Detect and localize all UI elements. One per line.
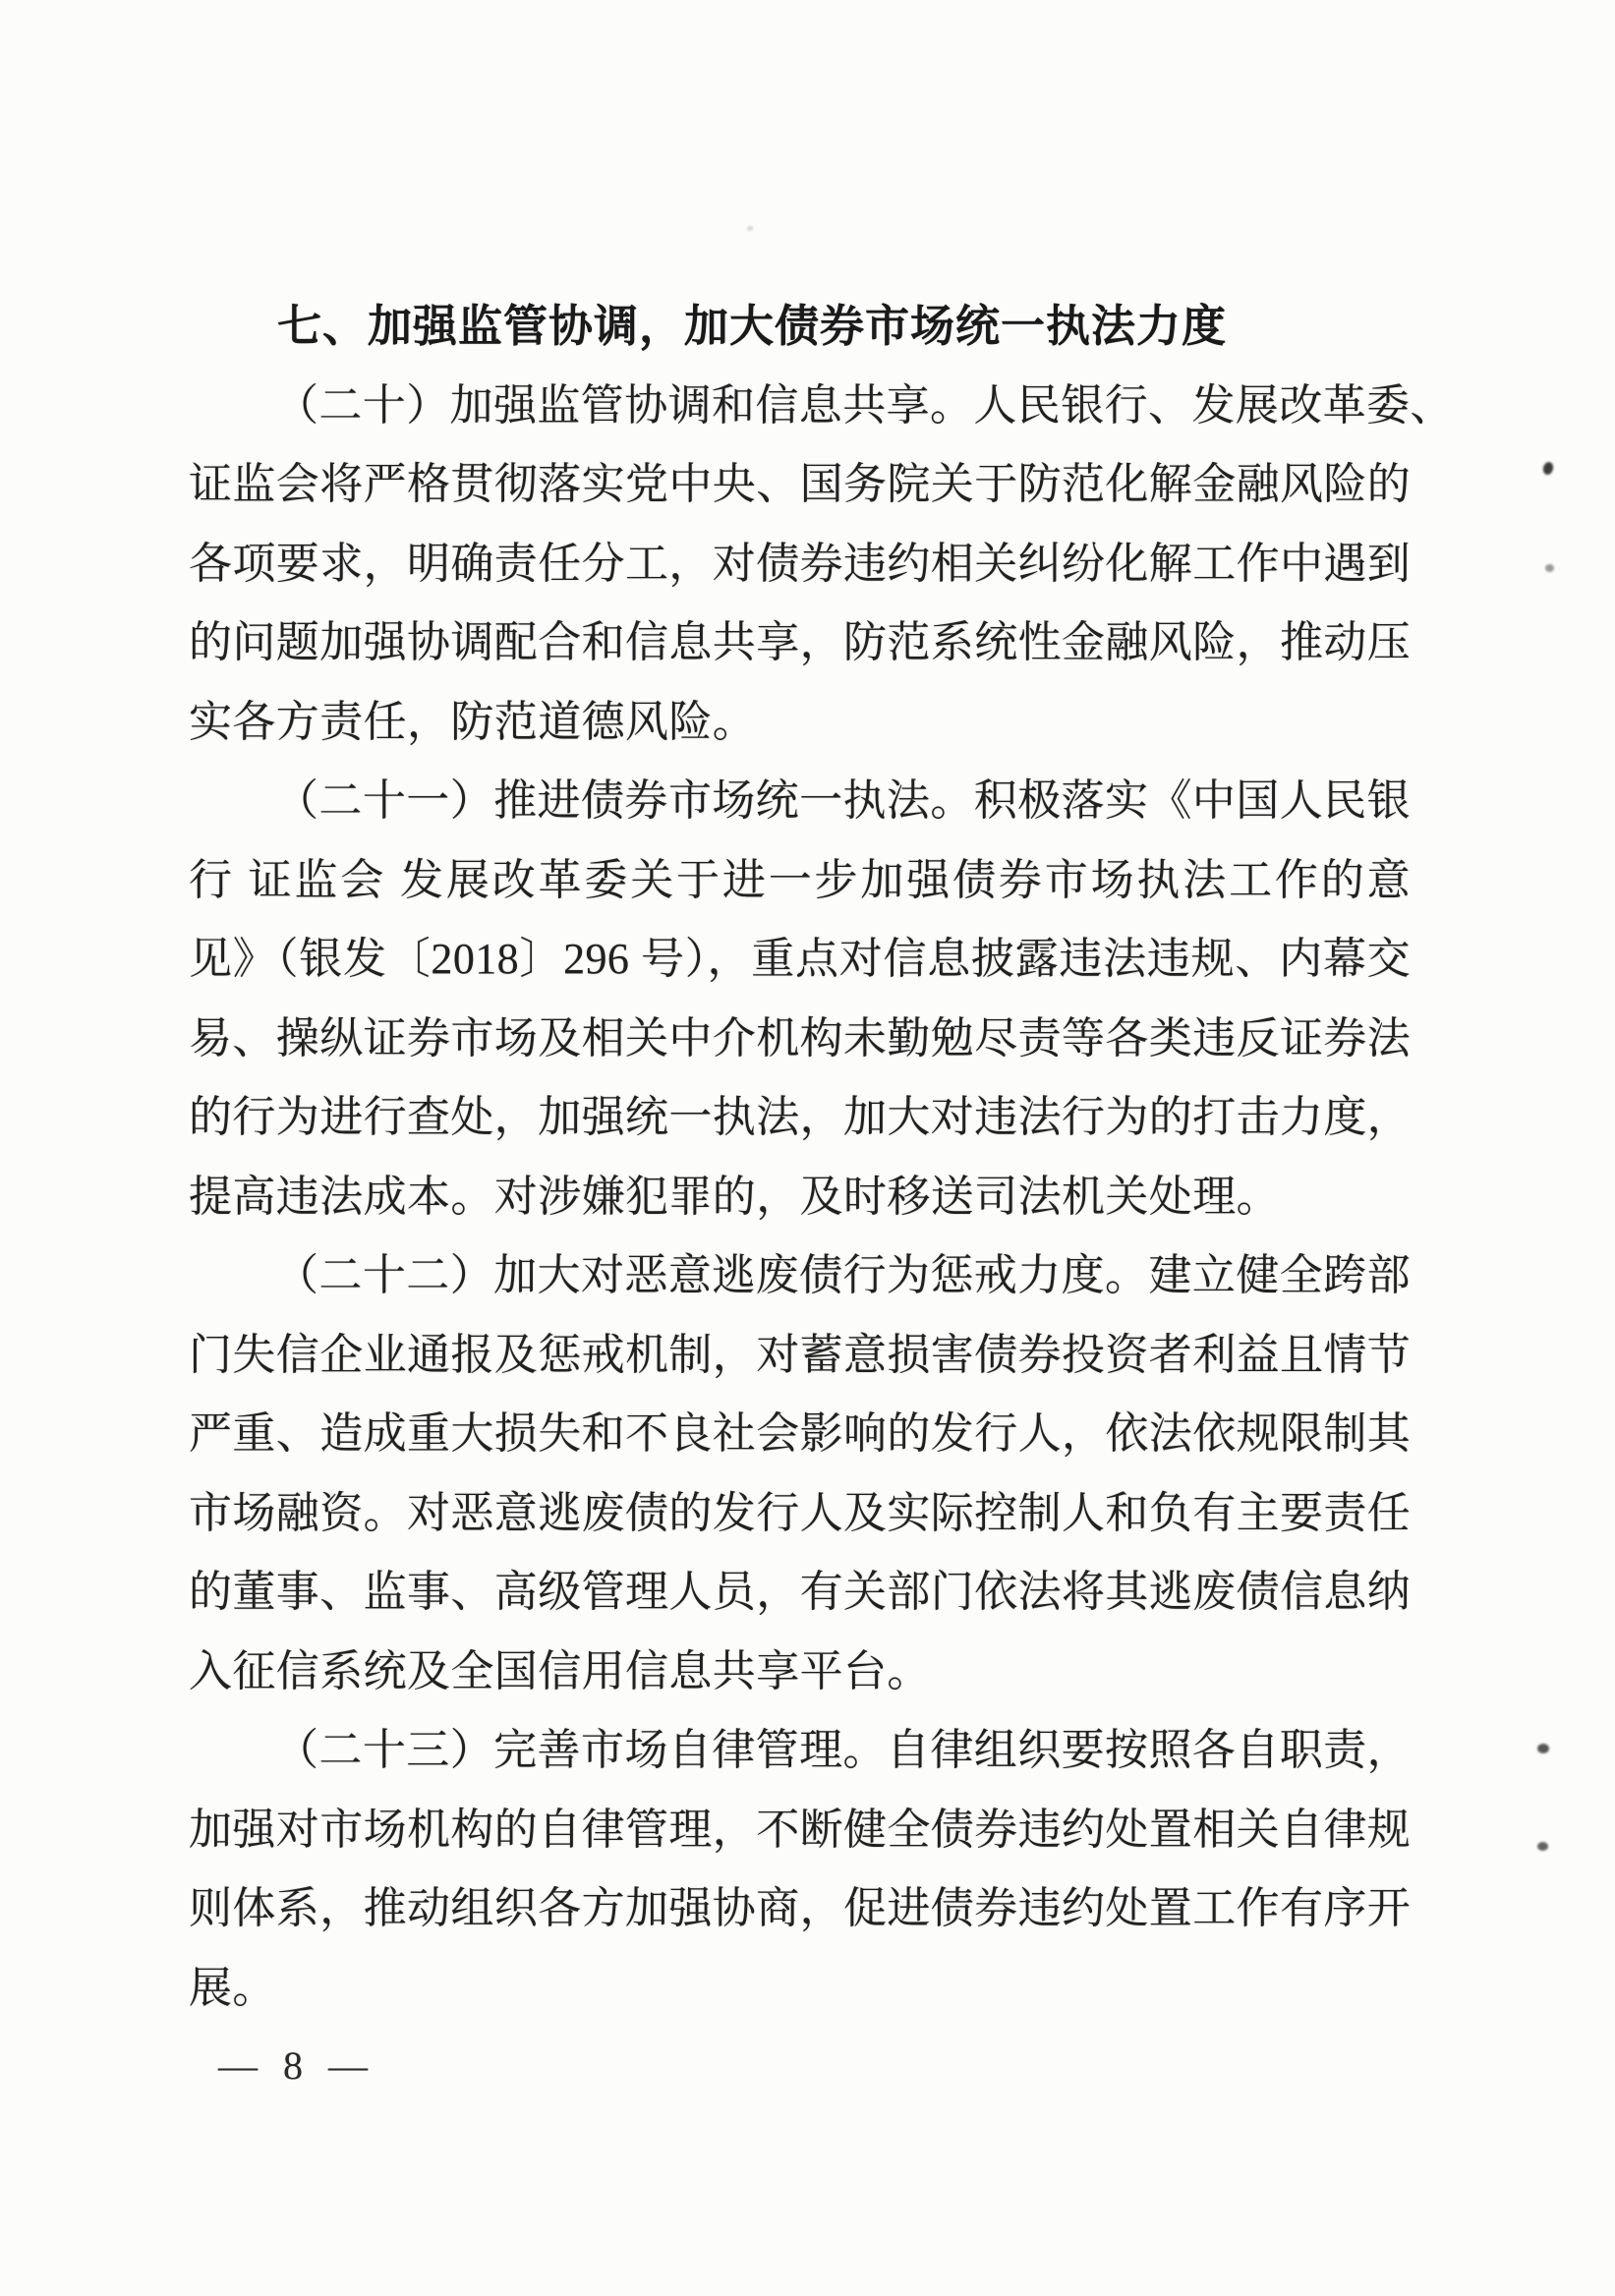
page-number: — 8 — — [218, 2043, 375, 2088]
text-line: 证监会将严格贯彻落实党中央、国务院关于防范化解金融风险的 — [189, 460, 1412, 508]
paragraph — [189, 1236, 1411, 1711]
text-line: 各项要求，明确责任分工，对债券违约相关纠纷化解工作中遇到 — [189, 539, 1412, 588]
text-line: 展。 — [189, 1963, 276, 2012]
text-line: 易、操纵证券市场及相关中介机构未勤勉尽责等各类违反证券法 — [189, 1013, 1412, 1062]
text-line: 的问题加强协调配合和信息共享，防范系统性金融风险，推动压 — [189, 618, 1412, 666]
text-line: 门失信企业通报及惩戒机制，对蓄意损害债券投资者利益且情节 — [189, 1330, 1412, 1379]
paragraph — [189, 1711, 1411, 2028]
scan-speck — [1537, 1842, 1548, 1851]
text-line: （二十一）推进债券市场统一执法。积极落实《中国人民银 — [275, 776, 1411, 825]
text-line: 行 证监会 发展改革委关于进一步加强债券市场执法工作的意 — [189, 855, 1411, 904]
document-body — [189, 287, 1454, 2028]
paragraph — [189, 762, 1411, 1236]
text-line: 提高违法成本。对涉嫌犯罪的，及时移送司法机关处理。 — [189, 1172, 1280, 1221]
text-line: 加强对市场机构的自律管理，不断健全债券违约处置相关自律规 — [189, 1805, 1412, 1854]
text-line: 严重、造成重大损失和不良社会影响的发行人，依法依规限制其 — [189, 1409, 1412, 1458]
scan-speck — [1537, 1744, 1549, 1753]
text-line: 则体系，推动组织各方加强协商，促进债券违约处置工作有序开 — [189, 1884, 1412, 1932]
text-line: 市场融资。对恶意逃废债的发行人及实际控制人和负有主要责任 — [189, 1488, 1412, 1537]
scan-speck — [1545, 564, 1554, 572]
paragraph — [189, 367, 1454, 763]
text-line: 入征信系统及全国信用信息共享平台。 — [189, 1646, 931, 1695]
paragraphs-container — [189, 367, 1454, 2029]
scan-speck — [1541, 461, 1554, 476]
text-line: 的董事、监事、高级管理人员，有关部门依法将其逃废债信息纳 — [189, 1568, 1412, 1616]
text-line: 实各方责任，防范道德风险。 — [189, 697, 757, 746]
text-line: 见》（银发〔2018〕296 号），重点对信息披露违法违规、内幕交 — [189, 935, 1411, 983]
text-line: （二十）加强监管协调和信息共享。人民银行、发展改革委、 — [275, 380, 1454, 430]
scan-speck — [747, 226, 753, 231]
text-line: （二十二）加大对恶意逃废债行为惩戒力度。建立健全跨部 — [275, 1251, 1411, 1299]
section-heading: 七、加强监管协调，加大债券市场统一执法力度 — [277, 301, 1228, 351]
text-line: 的行为进行查处，加强统一执法，加大对违法行为的打击力度， — [189, 1093, 1412, 1141]
text-line: （二十三）完善市场自律管理。自律组织要按照各自职责， — [275, 1726, 1411, 1774]
